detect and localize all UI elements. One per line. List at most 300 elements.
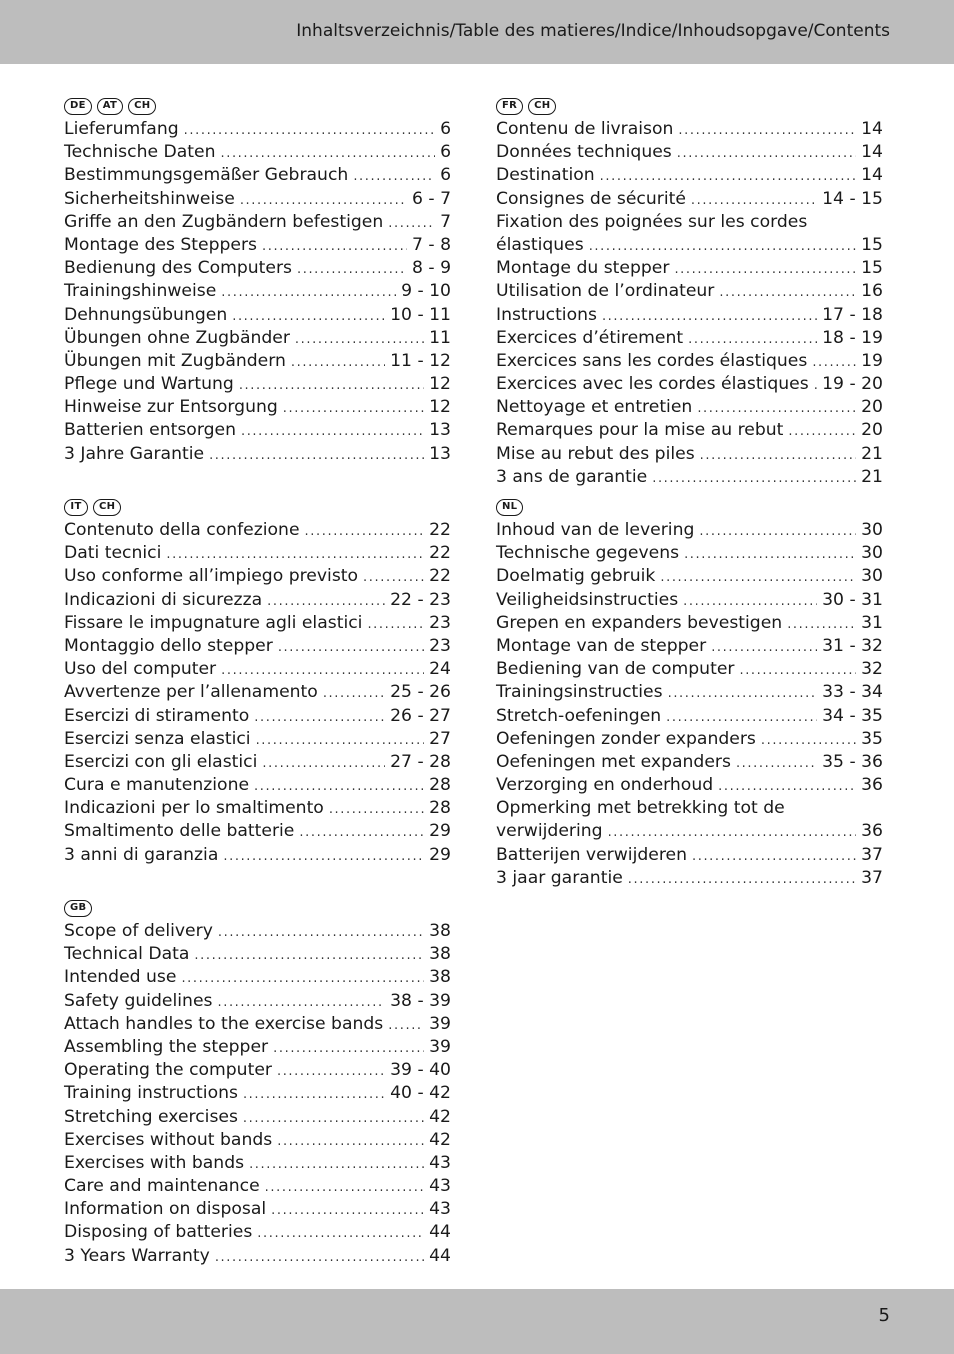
toc-entry-title: Bediening van de computer: [496, 659, 735, 680]
toc-entry-page: 14: [861, 119, 883, 139]
toc-entry-page: 12: [429, 374, 451, 395]
toc-entry: [64, 519, 451, 542]
dot-leader: [628, 868, 856, 891]
toc-entry-page: 38 - 39: [390, 990, 451, 1011]
toc-entry: [496, 327, 883, 350]
toc-entry-page: 14: [861, 165, 883, 186]
country-badges: [64, 95, 451, 117]
dot-leader: [273, 1037, 424, 1060]
dot-leader: [299, 821, 424, 844]
toc-entry-title: Oefeningen met expanders: [496, 751, 731, 772]
toc-entry: [64, 211, 451, 234]
dot-leader: [265, 1176, 424, 1199]
toc-section-de: [64, 95, 451, 466]
toc-entry-page: 35 - 36: [822, 751, 883, 772]
toc-entry: [64, 943, 451, 966]
toc-entry-title: Contenu de livraison: [496, 119, 674, 139]
toc-entry-page: 13: [429, 420, 451, 441]
toc-entry: [64, 419, 451, 442]
toc-entry-title: 3 anni di garanzia: [64, 844, 219, 865]
toc-entry-page: 39 - 40: [390, 1060, 451, 1081]
dot-leader: [353, 165, 435, 188]
toc-entry-page: 19 - 20: [822, 374, 883, 395]
toc-entry: [64, 705, 451, 728]
toc-entry: [496, 373, 883, 396]
country-badge-ch: CH: [93, 499, 121, 516]
toc-entry-title: Données techniques: [496, 142, 672, 163]
toc-entry: [64, 966, 451, 989]
toc-entry-page: 33 - 34: [822, 682, 883, 703]
toc-entry: [64, 1175, 451, 1198]
toc-entry-page: 39: [429, 1013, 451, 1034]
country-badges: [496, 496, 883, 518]
toc-entry-title: Technical Data: [64, 944, 190, 965]
dot-leader: [363, 566, 424, 589]
toc-entry-title: Avvertenze per l’allenamento: [64, 682, 318, 703]
toc-entry-page: 32: [861, 659, 883, 680]
toc-entry-title: Exercises with bands: [64, 1152, 245, 1173]
toc-entry: [496, 350, 883, 373]
dot-leader: [243, 1083, 385, 1106]
toc-entry: [64, 542, 451, 565]
toc-entry-title: Fissare le impugnature agli elastici: [64, 612, 363, 633]
toc-entry-page: 28: [429, 775, 451, 796]
toc-entry: [64, 280, 451, 303]
toc-entry-page: 31: [861, 612, 883, 633]
toc-entry: [64, 681, 451, 704]
toc-entry-page: 29: [429, 821, 451, 842]
toc-entry-title: Lieferumfang: [64, 119, 179, 139]
toc-entry-title: Übungen ohne Zugbänder: [64, 327, 290, 348]
toc-entry-title: Technische gegevens: [496, 543, 680, 564]
toc-entry-page: 43: [429, 1152, 451, 1173]
toc-entry-page: 6: [440, 142, 451, 163]
dot-leader: [218, 921, 424, 944]
toc-entry-title: Esercizi con gli elastici: [64, 751, 258, 772]
toc-entry-title: Montage des Steppers: [64, 234, 257, 255]
toc-entry-page: 23: [429, 635, 451, 656]
toc-entry-title: Doelmatig gebruik: [496, 566, 656, 587]
toc-entry-title: Consignes de sécurité: [496, 188, 686, 209]
toc-entry-page: 31 - 32: [822, 635, 883, 656]
toc-entry-page: 15: [861, 234, 883, 255]
toc-entry-page: 22: [429, 520, 451, 540]
toc-entry-title: Nettoyage et entretien: [496, 397, 693, 418]
country-badge-gb: GB: [64, 900, 92, 917]
toc-entry: [496, 466, 883, 489]
toc-entry: [64, 589, 451, 612]
toc-entry-title: Contenuto della confezione: [64, 520, 300, 540]
toc-entry-title: Griffe an den Zugbändern befestigen: [64, 211, 384, 232]
country-badge-at: AT: [97, 98, 123, 115]
toc-entry-page: 30: [861, 543, 883, 564]
toc-entry: [64, 350, 451, 373]
dot-leader: [699, 520, 856, 543]
toc-entry: [496, 141, 883, 164]
toc-entry-title: Dehnungsübungen: [64, 304, 228, 325]
toc-entry: [496, 867, 883, 890]
toc-entry: [64, 373, 451, 396]
toc-entry-title: Bestimmungsgemäßer Gebrauch: [64, 165, 349, 186]
toc-entry: [64, 164, 451, 187]
dot-leader: [271, 1199, 424, 1222]
toc-entry: [496, 419, 883, 442]
toc-entry-title: Hinweise zur Entsorgung: [64, 397, 278, 418]
toc-entry: [64, 774, 451, 797]
toc-section-it: [64, 496, 451, 867]
toc-entry: [496, 705, 883, 728]
dot-leader: [787, 613, 856, 636]
toc-entry: [496, 304, 883, 327]
dot-leader: [719, 281, 856, 304]
toc-entry-title: Instructions: [496, 304, 597, 325]
toc-entry: [496, 589, 883, 612]
toc-entry: [64, 820, 451, 843]
toc-entry-page: 23: [429, 612, 451, 633]
toc-entry-page: 10 - 11: [390, 304, 451, 325]
dot-leader: [684, 543, 856, 566]
toc-entry-page: 27 - 28: [390, 751, 451, 772]
dot-leader: [812, 351, 856, 374]
toc-entry-page: 42: [429, 1129, 451, 1150]
dot-leader: [221, 281, 396, 304]
toc-entry-title: Übungen mit Zugbändern: [64, 350, 286, 371]
header-title: Inhaltsverzeichnis/Table des matieres/Indice/Inhoudsopgave/Contents: [296, 21, 890, 41]
toc-entry: [496, 844, 883, 867]
toc-entry-page: 21: [861, 466, 883, 487]
toc-entry: [496, 396, 883, 419]
dot-leader: [388, 1014, 424, 1037]
toc-entry-title: Pflege und Wartung: [64, 374, 234, 395]
dot-leader: [283, 397, 424, 420]
toc-entry-page: 22: [429, 566, 451, 587]
toc-entry-title: Training instructions: [64, 1083, 238, 1104]
toc-entry-title-line1: Fixation des poignées sur les cordes: [496, 211, 808, 232]
dot-leader: [215, 1246, 424, 1269]
toc-entry-page: 37: [861, 844, 883, 865]
toc-entry-page: 19: [861, 350, 883, 371]
toc-entry: [64, 1129, 451, 1152]
toc-entry-page: 11: [429, 327, 451, 348]
dot-leader: [692, 845, 856, 868]
dot-leader: [608, 821, 857, 844]
toc-section-nl: [496, 496, 883, 890]
toc-entry-title: Stretch-oefeningen: [496, 705, 662, 726]
dot-leader: [220, 142, 435, 165]
dot-leader: [814, 374, 817, 397]
toc-entry-title: Uso conforme all’impiego previsto: [64, 566, 359, 587]
toc-entry-title: Batterien entsorgen: [64, 420, 236, 441]
toc-entry: [64, 612, 451, 635]
toc-entry-page: 35: [861, 728, 883, 749]
dot-leader: [711, 636, 817, 659]
toc-entry-title: Attach handles to the exercise bands: [64, 1013, 384, 1034]
dot-leader: [602, 305, 817, 328]
toc-entry-title: Veiligheidsinstructies: [496, 589, 679, 610]
dot-leader: [184, 119, 435, 142]
dot-leader: [254, 706, 385, 729]
toc-entry: [496, 774, 883, 797]
dot-leader: [677, 142, 856, 165]
toc-entry-page: 26 - 27: [390, 705, 451, 726]
country-badges: [64, 897, 451, 919]
dot-leader: [166, 543, 424, 566]
toc-entry: [496, 280, 883, 303]
country-badges: [496, 95, 883, 117]
dot-leader: [277, 1130, 424, 1153]
toc-entry: [64, 304, 451, 327]
dot-leader: [736, 752, 817, 775]
toc-entry: [64, 728, 451, 751]
toc-entry: [64, 797, 451, 820]
toc-entry-title: Intended use: [64, 967, 177, 988]
dot-leader: [700, 444, 856, 467]
toc-entry-title: Indicazioni per lo smaltimento: [64, 798, 324, 819]
toc-entry-page: 27: [429, 728, 451, 749]
toc-entry: [496, 658, 883, 681]
dot-leader: [249, 1153, 424, 1176]
toc-entry-title: Sicherheitshinweise: [64, 188, 235, 209]
toc-entry: [496, 443, 883, 466]
toc-entry-page: 15: [861, 258, 883, 279]
toc-entry-page: 40 - 42: [390, 1083, 451, 1104]
dot-leader: [262, 752, 385, 775]
toc-entry-page: 18 - 19: [822, 327, 883, 348]
toc-entry-title: Oefeningen zonder expanders: [496, 728, 756, 749]
toc-entry-page: 43: [429, 1176, 451, 1197]
toc-entry-title: Montage du stepper: [496, 258, 670, 279]
toc-entry: [64, 565, 451, 588]
dot-leader: [256, 729, 425, 752]
toc-entry-page: 8 - 9: [412, 258, 451, 279]
dot-leader: [674, 258, 856, 281]
dot-leader: [761, 729, 856, 752]
toc-entry-title: Grepen en expanders bevestigen: [496, 612, 783, 633]
toc-entry-title: Bedienung des Computers: [64, 258, 292, 279]
dot-leader: [254, 775, 424, 798]
toc-entry-page: 29: [429, 844, 451, 865]
dot-leader: [221, 659, 424, 682]
toc-entry-page: 14 - 15: [822, 188, 883, 209]
toc-entry-page: 37: [861, 867, 883, 888]
dot-leader: [295, 328, 424, 351]
toc-entry: [64, 920, 451, 943]
toc-entry-page: 14: [861, 142, 883, 163]
toc-entry: [64, 257, 451, 280]
toc-entry-title: Mise au rebut des piles: [496, 443, 695, 464]
toc-entry-page: 22 - 23: [390, 589, 451, 610]
toc-entry-title: Operating the computer: [64, 1060, 272, 1081]
toc-entry-page: 9 - 10: [401, 281, 451, 302]
toc-entry-title: Exercices sans les cordes élastiques: [496, 350, 808, 371]
toc-entry-title: Technische Daten: [64, 142, 216, 163]
toc-entry: [64, 1059, 451, 1082]
dot-leader: [718, 775, 856, 798]
toc-entry: [64, 1245, 451, 1268]
dot-leader: [241, 420, 424, 443]
toc-entry: [496, 164, 883, 187]
dot-leader: [209, 444, 424, 467]
dot-leader: [660, 566, 856, 589]
toc-entry: [64, 844, 451, 867]
toc-entry-title: Uso del computer: [64, 659, 217, 680]
dot-leader: [257, 1222, 424, 1245]
dot-leader: [262, 235, 407, 258]
dot-leader: [277, 1060, 385, 1083]
country-badge-de: DE: [64, 98, 92, 115]
toc-entry-title: Utilisation de l’ordinateur: [496, 281, 715, 302]
toc-entry-page: 6: [440, 165, 451, 186]
toc-entry: [496, 118, 883, 141]
toc-entry-page: 36: [861, 775, 883, 796]
toc-entry: [496, 565, 883, 588]
toc-entry-title: 3 Years Warranty: [64, 1245, 210, 1266]
dot-leader: [788, 420, 856, 443]
toc-entry-title: Esercizi senza elastici: [64, 728, 251, 749]
dot-leader: [683, 590, 817, 613]
toc-entry-title: Scope of delivery: [64, 921, 213, 941]
dot-leader: [688, 328, 817, 351]
country-badge-it: IT: [64, 499, 88, 516]
dot-leader: [739, 659, 856, 682]
dot-leader: [305, 520, 425, 543]
toc-entry-page: 20: [861, 397, 883, 418]
toc-entry-page: 17 - 18: [822, 304, 883, 325]
toc-entry: [496, 751, 883, 774]
toc-entry: [496, 234, 883, 257]
toc-entry: [64, 658, 451, 681]
toc-entry-title: Remarques pour la mise au rebut: [496, 420, 784, 441]
toc-entry-title: Montaggio dello stepper: [64, 635, 273, 656]
toc-entry-page: 11 - 12: [390, 350, 451, 371]
dot-leader: [678, 119, 856, 142]
toc-entry: [64, 396, 451, 419]
toc-entry-page: 30: [861, 520, 883, 540]
toc-entry-page: 22: [429, 543, 451, 564]
toc-entry: [64, 1082, 451, 1105]
toc-entry-page: 36: [861, 821, 883, 842]
toc-entry-title: Batterijen verwijderen: [496, 844, 687, 865]
toc-entry: [64, 1106, 451, 1129]
toc-entry-page: 16: [861, 281, 883, 302]
toc-entry-page: 42: [429, 1106, 451, 1127]
toc-section-gb: [64, 897, 451, 1268]
toc-entry-title: Disposing of batteries: [64, 1222, 253, 1243]
dot-leader: [329, 798, 424, 821]
toc-entry-page: 7 - 8: [412, 234, 451, 255]
toc-entry-page: 6 - 7: [412, 188, 451, 209]
toc-entry: [64, 141, 451, 164]
toc-entry-page: 6: [440, 119, 451, 139]
toc-entry: [64, 327, 451, 350]
toc-entry-title: 3 jaar garantie: [496, 867, 623, 888]
toc-entry-page: 39: [429, 1036, 451, 1057]
page-footer: [0, 1289, 954, 1354]
dot-leader: [668, 682, 818, 705]
toc-entry-page: 38: [429, 967, 451, 988]
toc-entry-title: 3 ans de garantie: [496, 466, 648, 487]
country-badges: [64, 496, 451, 518]
toc-entry: [64, 1221, 451, 1244]
toc-entry-title: Destination: [496, 165, 595, 186]
toc-entry: [64, 751, 451, 774]
toc-entry-title: 3 Jahre Garantie: [64, 443, 205, 464]
toc-entry-title: Cura e manutenzione: [64, 775, 250, 796]
dot-leader: [600, 165, 856, 188]
toc-entry-page: 12: [429, 397, 451, 418]
toc-section-fr: [496, 95, 883, 489]
toc-entry-title: Inhoud van de levering: [496, 520, 695, 540]
toc-entry-title: Exercices d’étirement: [496, 327, 684, 348]
toc-entry-page: 30: [861, 566, 883, 587]
toc-entry: [64, 443, 451, 466]
toc-entry-title: Indicazioni di sicurezza: [64, 589, 263, 610]
toc-entry: [64, 1013, 451, 1036]
toc-entry: [496, 681, 883, 704]
toc-entry-title: Esercizi di stiramento: [64, 705, 250, 726]
toc-entry: [64, 1036, 451, 1059]
toc-entry-title: Safety guidelines: [64, 990, 213, 1011]
toc-entry-page: 25 - 26: [390, 682, 451, 703]
country-badge-ch: CH: [528, 98, 556, 115]
page-number: 5: [878, 1305, 890, 1326]
toc-entry-title: Exercices avec les cordes élastiques: [496, 374, 809, 395]
toc-entry-title-line1: Opmerking met betrekking tot de: [496, 798, 785, 819]
toc-entry: [496, 519, 883, 542]
dot-leader: [278, 636, 424, 659]
toc-entry-title: Montage van de stepper: [496, 635, 707, 656]
toc-entry-page: 34 - 35: [822, 705, 883, 726]
toc-entry-title: Information on disposal: [64, 1199, 267, 1220]
toc-entry: [496, 635, 883, 658]
toc-entry: [64, 118, 451, 141]
dot-leader: [181, 967, 424, 990]
toc-entry: [496, 188, 883, 211]
toc-entry-page: 28: [429, 798, 451, 819]
toc-entry-title: Care and maintenance: [64, 1176, 260, 1197]
toc-entry: [496, 257, 883, 280]
toc-entry: [496, 728, 883, 751]
toc-entry-page: 43: [429, 1199, 451, 1220]
toc-entry-title: Trainingshinweise: [64, 281, 217, 302]
country-badge-nl: NL: [496, 499, 523, 516]
dot-leader: [691, 189, 817, 212]
toc-entry-title: Exercises without bands: [64, 1129, 273, 1150]
dot-leader: [652, 467, 856, 490]
toc-entry: [496, 820, 883, 843]
page-header: [0, 0, 954, 64]
dot-leader: [297, 258, 407, 281]
toc-entry: [64, 188, 451, 211]
toc-entry-page: 20: [861, 420, 883, 441]
toc-entry-title: Verzorging en onderhoud: [496, 775, 714, 796]
country-badge-ch: CH: [128, 98, 156, 115]
toc-entry-title: Smaltimento delle batterie: [64, 821, 295, 842]
toc-entry-title: Assembling the stepper: [64, 1036, 269, 1057]
country-badge-fr: FR: [496, 98, 523, 115]
dot-leader: [239, 374, 424, 397]
toc-entry: [64, 234, 451, 257]
dot-leader: [243, 1107, 424, 1130]
dot-leader: [388, 212, 435, 235]
dot-leader: [267, 590, 385, 613]
toc-entry: [496, 542, 883, 565]
dot-leader: [291, 351, 385, 374]
toc-entry: [64, 990, 451, 1013]
dot-leader: [194, 944, 424, 967]
toc-entry-page: 21: [861, 443, 883, 464]
toc-entry: [64, 1152, 451, 1175]
